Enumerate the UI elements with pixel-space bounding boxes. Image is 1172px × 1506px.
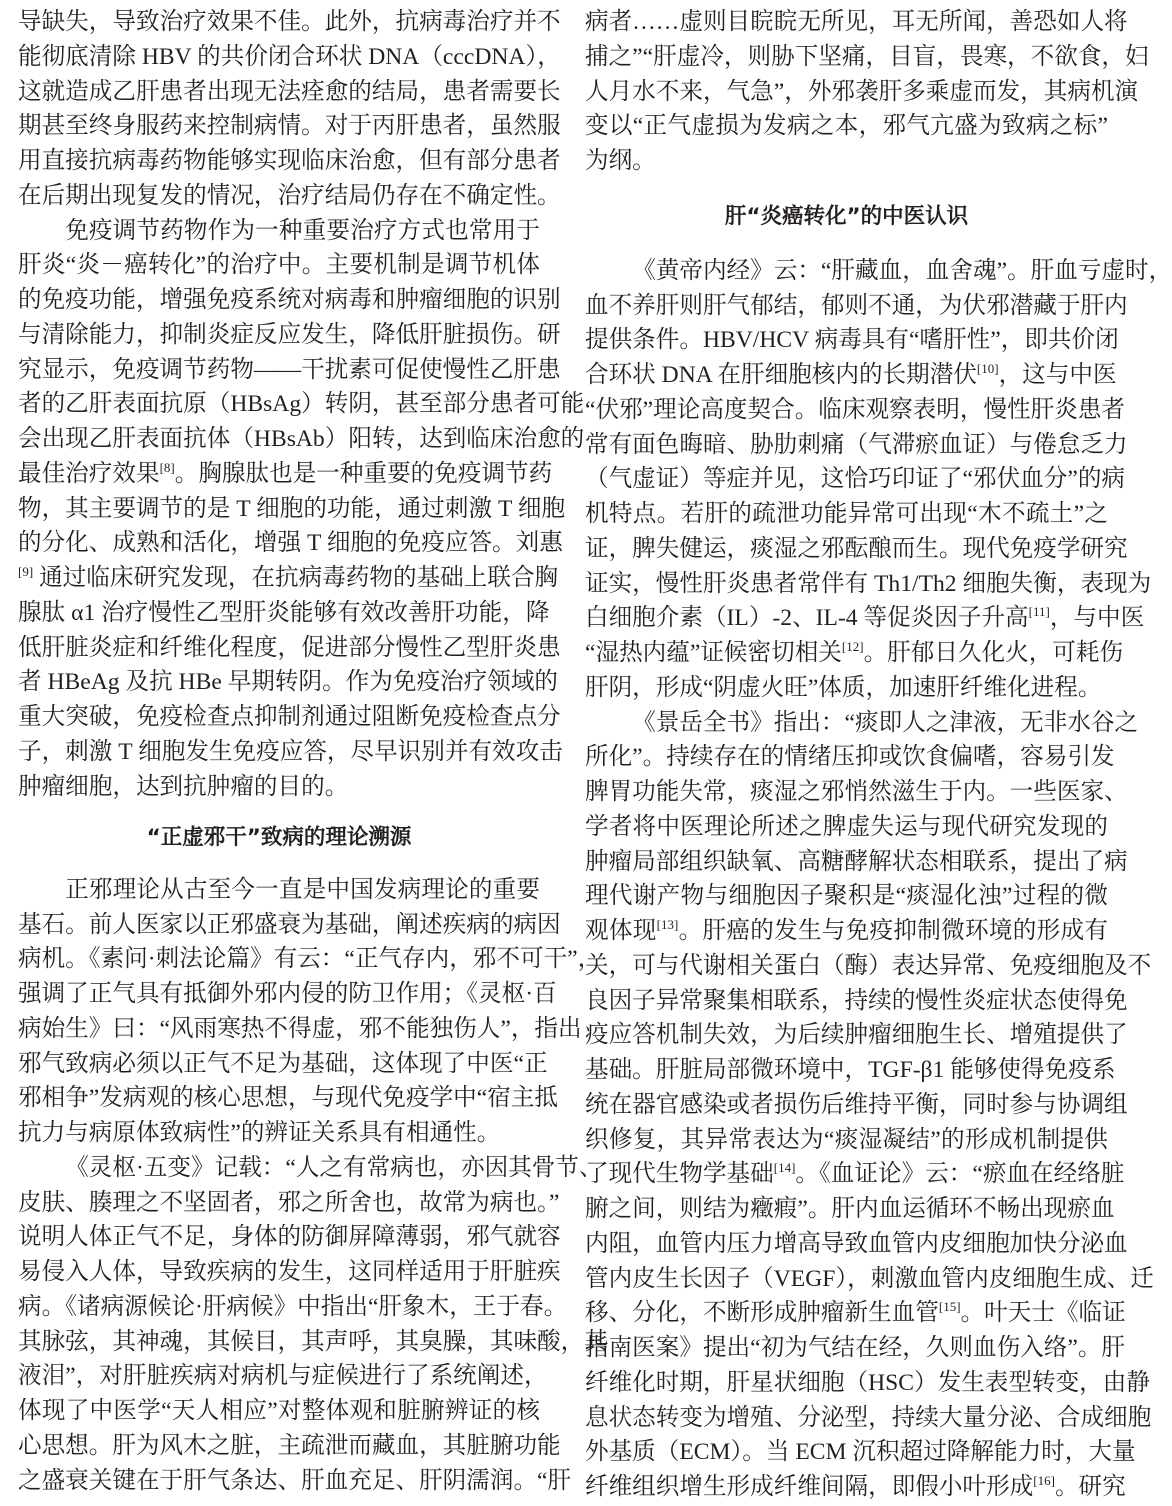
text-line (585, 845, 1128, 880)
text-segment: 用直接抗病毒药物能够实现临床治愈，但有部分患者 (18, 148, 561, 174)
text-line (18, 40, 561, 75)
text-line (18, 1429, 561, 1464)
text-line (18, 422, 585, 457)
text-line (585, 1018, 1128, 1053)
text-line (18, 526, 563, 561)
text-segment: 统在器官感染或者损伤后维持平衡，同时参与协调组 (585, 1091, 1128, 1118)
text-segment: 的分化、成熟和活化，增强 T 细胞的免疫应答。刘惠 (18, 530, 563, 557)
text-line (18, 248, 540, 283)
text-segment: 白细胞介素（IL）-2、IL-4 等促炎因子升高 (585, 605, 1029, 632)
text-segment: 病始生》曰：“风雨寒热不得虚，邪不能独伤人”，指出 (18, 1015, 582, 1042)
text-segment: 邪相争”发病观的核心思想，与现代免疫学中“宿主抵 (18, 1085, 559, 1112)
text-segment: 《景岳全书》指出：“痰即人之津液，无非水谷之 (632, 709, 1139, 736)
text-line (585, 428, 1128, 463)
text-segment: “伏邪”理论高度契合。临床观察表明，慢性肝炎患者 (585, 396, 1126, 423)
text-segment: 所化”。持续存在的情绪压抑或饮食偏嗜，容易引发 (585, 744, 1115, 771)
text-segment: 者 HBeAg 及抗 HBe 早期转阴。作为免疫治疗领域的 (18, 669, 559, 696)
text-line (585, 1470, 1126, 1505)
text-line (585, 1192, 1115, 1227)
text-line (585, 949, 1152, 984)
text-line (18, 942, 602, 977)
text-line (585, 109, 1108, 144)
text-line (18, 214, 540, 249)
text-segment: 基础。肝脏局部微环境中，TGF-β1 能够使得免疫系 (585, 1057, 1116, 1083)
section-heading: “正虚邪干”致病的理论溯源 (146, 825, 412, 851)
text-segment: 外基质（ECM）。当 ECM 沉积超过降解能力时，大量 (585, 1439, 1136, 1466)
text-line (585, 914, 1108, 949)
text-segment: 合环状 DNA 在肝细胞核内的长期潜伏 (585, 362, 977, 388)
text-segment: 肿瘤细胞，达到抗肿瘤的目的。 (18, 773, 349, 800)
text-line (585, 984, 1128, 1019)
text-segment: 重大突破，免疫检查点抑制剂通过阻断免疫检查点分 (18, 704, 561, 730)
text-segment: 病者……虚则目睆睆无所见，耳无所闻，善恐如人将 (585, 9, 1128, 35)
text-line (18, 977, 557, 1012)
text-segment: 子，刺激 T 细胞发生免疫应答，尽早识别并有效攻击 (18, 738, 563, 765)
text-line (18, 665, 559, 700)
text-line (585, 1053, 1116, 1088)
text-line (18, 1012, 582, 1047)
text-segment: （气虚证）等症并见，这恰巧印证了“邪伏血分”的病 (585, 466, 1126, 493)
text-segment: 其脉弦，其神魂，其候目，其声呼，其臭臊，其味酸，其 (18, 1328, 608, 1355)
text-segment: ，与中医 (1049, 605, 1145, 632)
right-column (585, 5, 1172, 1505)
text-line (18, 1464, 572, 1499)
text-segment: 证，脾失健运，痰湿之邪酝酿而生。现代免疫学研究 (585, 535, 1128, 562)
text-segment: 皮肤、腠理之不坚固者，邪之所舍也，故常为病也。” (18, 1189, 560, 1216)
text-line (18, 596, 550, 631)
text-line (585, 567, 1152, 602)
text-line (585, 601, 1145, 636)
text-line (585, 740, 1115, 775)
text-line (585, 75, 1139, 110)
text-line (18, 700, 561, 735)
text-segment: 通过临床研究发现，在抗病毒药物的基础上联合胸 (33, 565, 559, 591)
citation-reference: [12] (841, 639, 864, 654)
text-segment: 这就造成乙肝患者出现无法痊愈的结局，患者需要长 (18, 78, 561, 105)
text-segment: ，这与中医 (998, 362, 1117, 388)
text-line (585, 1366, 1150, 1401)
text-segment: 息状态转变为增殖、分泌型，持续大量分泌、合成细胞 (585, 1404, 1152, 1431)
text-segment: 良因子异常聚集相联系，持续的慢性炎症状态使得免 (585, 987, 1128, 1014)
text-line (585, 1401, 1152, 1436)
text-line (18, 631, 561, 666)
text-line (585, 289, 1128, 324)
text-segment: 导缺失，导致治疗效果不佳。此外，抗病毒治疗并不 (18, 9, 561, 35)
text-line (18, 1081, 559, 1116)
text-line (18, 5, 561, 40)
text-line (585, 775, 1128, 810)
text-line (18, 75, 561, 110)
text-segment: 。研究 (1054, 1474, 1126, 1500)
text-segment: 捕之”“肝虚冷，则胁下坚痛，目盲，畏寒，不欲食，妇 (585, 43, 1149, 70)
citation-reference: [10] (976, 361, 999, 376)
text-segment: 正邪理论从古至今一直是中国发病理论的重要 (65, 876, 540, 903)
text-segment: 体现了中医学“天人相应”对整体观和脏腑辨证的核 (18, 1398, 540, 1424)
text-segment: 理代谢产物与细胞因子聚积是“痰湿化浊”过程的微 (585, 883, 1108, 910)
citation-reference: [8] (159, 459, 175, 475)
text-segment: 。肝癌的发生与免疫抑制微环境的形成有 (678, 918, 1109, 944)
text-segment: 变以“正气虚损为发病之本，邪气亢盛为致病之标” (585, 113, 1108, 140)
text-line (18, 735, 563, 770)
text-segment: 血不养肝则肝气郁结，郁则不通，为伏邪潜藏于肝内 (585, 292, 1128, 319)
text-line (18, 1151, 603, 1186)
text-line (585, 1262, 1154, 1297)
text-segment: “湿热内蕴”证候密切相关 (585, 640, 842, 666)
text-segment: 期甚至终身服药来控制病情。对于丙肝患者，虽然服 (18, 113, 561, 140)
text-segment: 肿瘤局部组织缺氧、高糖酵解状态相联系，提出了病 (585, 848, 1128, 875)
text-line (18, 1325, 608, 1360)
text-line (585, 323, 1119, 358)
text-segment: 易侵入人体，导致疾病的发生，这同样适用于肝脏疾 (18, 1259, 561, 1285)
text-line (18, 1394, 540, 1429)
text-segment: 内阻，血管内压力增高导致血管内皮细胞加快分泌血 (585, 1230, 1128, 1257)
text-line (585, 671, 1108, 706)
text-segment: 物，其主要调节的是 T 细胞的功能，通过刺激 T 细胞 (18, 495, 566, 522)
text-segment: 肝炎“炎－癌转化”的治疗中。主要机制是调节机体 (18, 252, 540, 279)
text-segment: 病。《诸病源候论·肝病候》中指出“肝象木，王于春。 (18, 1293, 568, 1320)
text-line (585, 1296, 1126, 1331)
text-segment: 为纲。 (585, 148, 656, 174)
text-segment: 腺肽 α1 治疗慢性乙型肝炎能够有效改善肝功能，降 (18, 599, 550, 626)
text-line (18, 492, 566, 527)
text-segment: 究显示，免疫调节药物——干扰素可促使慢性乙肝患 (18, 356, 561, 383)
text-line (585, 393, 1126, 428)
text-segment: 肝阴，形成“阴虚火旺”体质，加速肝纤维化进程。 (585, 674, 1102, 701)
citation-reference: [15] (938, 1299, 961, 1315)
text-segment: 最佳治疗效果 (18, 460, 160, 487)
text-line (18, 1186, 560, 1221)
text-segment: 。叶天士《临证 (960, 1300, 1126, 1327)
text-line (585, 1227, 1128, 1262)
text-segment: 常有面色晦暗、胁肋刺痛（气滞瘀血证）与倦怠乏力 (585, 431, 1128, 458)
text-segment: 。肝郁日久化火，可耗伤 (863, 640, 1124, 666)
text-segment: 基石。前人医家以正邪盛衰为基础，阐述疾病的病因 (18, 911, 561, 938)
text-line (585, 879, 1108, 914)
text-segment: 纤维组织增生形成纤维间隔，即假小叶形成 (585, 1474, 1034, 1500)
text-segment: 纤维化时期，肝星状细胞（HSC）发生表型转变，由静 (585, 1369, 1150, 1396)
text-segment: 能彻底清除 HBV 的共价闭合环状 DNA（cccDNA）， (18, 43, 561, 70)
text-line (18, 144, 561, 179)
text-line (18, 1255, 561, 1290)
text-line (585, 706, 1139, 741)
text-segment: 关，可与代谢相关蛋白（酶）表达异常、免疫细胞及不 (585, 952, 1152, 979)
text-line (585, 636, 1124, 671)
text-segment: 疫应答机制失效，为后续肿瘤细胞生长、增殖提供了 (585, 1022, 1128, 1049)
text-line (585, 462, 1126, 497)
text-line (18, 908, 561, 943)
text-segment: 管内皮生长因子（VEGF），刺激血管内皮细胞生成、迁 (585, 1265, 1154, 1292)
text-segment: 邪气致病必须以正气不足为基础，这体现了中医“正 (18, 1050, 548, 1077)
text-segment: 在后期出现复发的情况，治疗结局仍存在不确定性。 (18, 182, 561, 209)
text-segment: 之盛衰关键在于肝气条达、肝血充足、肝阴濡润。“肝 (18, 1467, 572, 1494)
text-line (18, 387, 585, 422)
citation-reference: [11] (1028, 604, 1050, 620)
text-segment: 证实，慢性肝炎患者常伴有 Th1/Th2 细胞失衡，表现为 (585, 570, 1152, 597)
text-line (585, 1088, 1128, 1123)
text-line (18, 561, 559, 596)
text-line (18, 1220, 561, 1255)
text-segment: 与清除能力，抑制炎症反应发生，降低肝脏损伤。研 (18, 321, 561, 348)
text-line (585, 1123, 1108, 1158)
text-line (585, 358, 1117, 393)
text-line (585, 5, 1128, 40)
text-line (18, 1290, 568, 1325)
text-segment: 脾胃功能失常，痰湿之邪悄然滋生于内。一些医家、 (585, 779, 1128, 805)
text-segment: 的免疫功能，增强免疫系统对病毒和肿瘤细胞的识别 (18, 287, 561, 313)
citation-reference: [14] (773, 1160, 796, 1176)
text-line (585, 254, 1172, 289)
text-segment: 指南医案》提出“初为气结在经，久则血伤入络”。肝 (585, 1335, 1126, 1361)
text-segment: 抗力与病原体致病性”的辨证关系具有相通性。 (18, 1120, 501, 1146)
citation-reference: [13] (656, 917, 679, 932)
text-line (585, 1435, 1136, 1470)
text-segment: 病机。《素问·刺法论篇》有云：“正气存内，邪不可干”， (18, 946, 602, 973)
text-line (18, 1047, 548, 1082)
text-segment: 机特点。若肝的疏泄功能异常可出现“木不疏土”之 (585, 501, 1108, 527)
text-line (585, 1331, 1126, 1366)
text-segment: 说明人体正气不足，身体的防御屏障薄弱，邪气就容 (18, 1224, 561, 1251)
text-segment: 织修复，其异常表达为“痰湿凝结”的形成机制提供 (585, 1126, 1108, 1153)
text-segment: 心思想。肝为风木之脏，主疏泄而藏血，其脏腑功能 (18, 1432, 561, 1459)
text-line (18, 353, 561, 388)
left-column (18, 5, 608, 1498)
text-segment: 会出现乙肝表面抗体（HBsAb）阳转，达到临床治愈的 (18, 426, 585, 452)
text-segment: 腑之间，则结为癥瘕”。肝内血运循环不畅出现瘀血 (585, 1196, 1115, 1222)
text-line (585, 532, 1128, 567)
text-segment: 。胸腺肽也是一种重要的免疫调节药 (174, 460, 553, 487)
text-line (585, 1157, 1125, 1192)
text-segment: 人月水不来，气急”，外邪袭肝多乘虚而发，其病机演 (585, 78, 1139, 105)
text-line (585, 497, 1108, 532)
text-line (18, 318, 561, 353)
citation-reference: [9] (18, 564, 34, 579)
text-segment: 提供条件。HBV/HCV 病毒具有“嗜肝性”，即共价闭 (585, 327, 1119, 354)
text-line (18, 1116, 540, 1151)
text-segment: 。《血证论》云：“瘀血在经络脏 (795, 1161, 1125, 1188)
text-segment: 强调了正气具有抵御外邪内侵的防卫作用；《灵枢·百 (18, 981, 557, 1007)
text-line (18, 1359, 548, 1394)
text-segment: 免疫调节药物作为一种重要治疗方式也常用于 (65, 217, 540, 244)
text-line (18, 770, 540, 805)
text-segment: 《灵枢·五变》记载：“人之有常病也，亦因其骨节、 (65, 1154, 603, 1181)
text-line (585, 40, 1149, 75)
text-line (18, 873, 540, 908)
text-line (585, 144, 1108, 179)
text-segment: 了现代生物学基础 (585, 1161, 774, 1188)
text-segment: 观体现 (585, 918, 657, 944)
text-line (18, 283, 561, 318)
text-segment: 低肝脏炎症和纤维化程度，促进部分慢性乙型肝炎患 (18, 634, 561, 661)
text-segment: 移、分化，不断形成肿瘤新生血管 (585, 1300, 939, 1327)
citation-reference: [16] (1033, 1473, 1055, 1488)
text-segment: 学者将中医理论所述之脾虚失运与现代研究发现的 (585, 813, 1108, 840)
section-heading: 肝“炎癌转化”的中医认识 (724, 203, 969, 229)
text-line (18, 457, 553, 492)
text-line (18, 109, 561, 144)
text-line (585, 810, 1108, 845)
text-segment: 液泪”，对肝脏疾病对病机与症候进行了系统阐述， (18, 1363, 548, 1390)
text-segment: 者的乙肝表面抗原（HBsAg）转阴，甚至部分患者可能 (18, 391, 585, 418)
text-line (18, 179, 561, 214)
text-segment: 《黄帝内经》云：“肝藏血，血舍魂”。肝血亏虚时， (632, 257, 1172, 284)
